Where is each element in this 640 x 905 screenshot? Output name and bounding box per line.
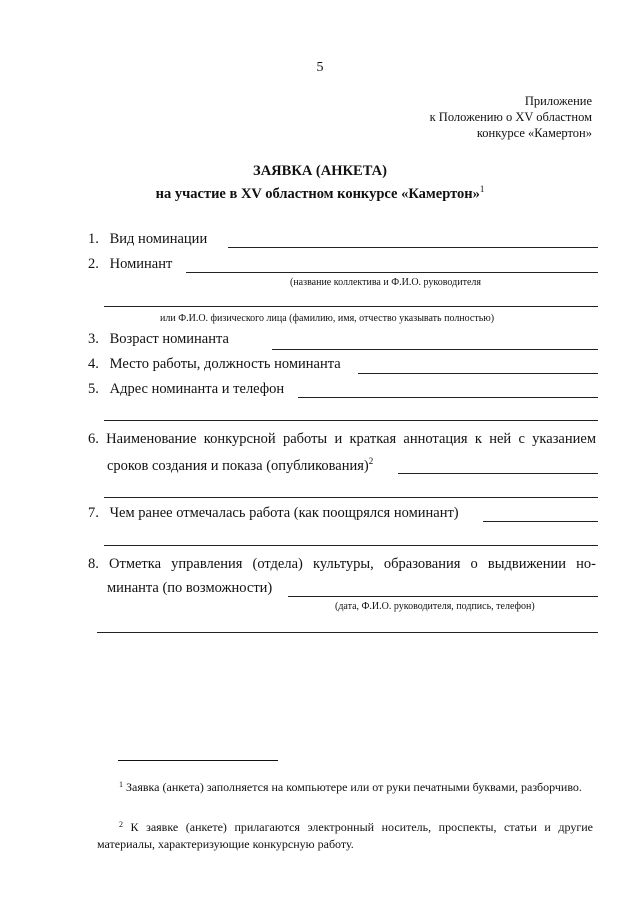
item-1-label: Вид номинации: [109, 231, 208, 247]
work-title-field[interactable]: [398, 473, 598, 474]
nominee-caption-2: или Ф.И.О. физического лица (фамилию, имя, отчество указывать полностью): [160, 313, 495, 324]
footnote-1-ref: 1: [119, 780, 123, 789]
item-8-number: 8.: [88, 556, 99, 572]
appendix-line-3: конкурсе «Камертон»: [476, 126, 592, 140]
item-2-number: 2.: [88, 256, 99, 272]
item-8-line-2: минанта (по возможности): [107, 580, 273, 596]
nominee-age-field[interactable]: [272, 349, 598, 350]
item-3: [88, 331, 229, 348]
endorsement-field-line-2[interactable]: [97, 632, 598, 633]
prior-awards-field[interactable]: [483, 521, 598, 522]
address-phone-field[interactable]: [298, 397, 598, 398]
form-subtitle-text: на участие в XV областном конкурсе «Камертон»: [155, 185, 480, 202]
address-phone-field-line-2[interactable]: [104, 420, 598, 421]
footnote-ref-1: 1: [479, 184, 485, 194]
nominee-field[interactable]: [186, 272, 598, 273]
footnote-1: [97, 776, 593, 796]
item-3-number: 3.: [88, 331, 99, 347]
page-number: 5: [316, 60, 324, 75]
footnote-2-text: К заявке (анкете) прилагаются электронный носитель, проспекты, статьи и другие материалы, характеризующие конкурсную работу.: [97, 820, 593, 851]
endorsement-field[interactable]: [288, 596, 598, 597]
item-1-number: 1.: [88, 231, 99, 247]
nominee-field-line-2[interactable]: [104, 306, 598, 307]
appendix-line-1: Приложение: [524, 94, 592, 108]
item-5-label: Адрес номинанта и телефон: [109, 381, 285, 397]
form-title: ЗАЯВКА (АНКЕТА): [253, 163, 387, 179]
footnote-1-text: Заявка (анкета) заполняется на компьютере или от руки печатными буквами, разборчиво.: [126, 780, 582, 794]
item-2: [88, 256, 172, 273]
footnote-separator: [118, 760, 278, 761]
footnote-2: [97, 816, 593, 853]
item-8-text-1: Отметка управления (отдела) культуры, образования о выдвижении но-: [109, 556, 596, 572]
item-4: [88, 356, 341, 373]
work-title-field-line-2[interactable]: [104, 497, 598, 498]
endorsement-caption: (дата, Ф.И.О. руководителя, подпись, телефон): [335, 601, 535, 612]
prior-awards-field-line-2[interactable]: [104, 545, 598, 546]
item-8-line-1: [88, 556, 596, 573]
item-4-label: Место работы, должность номинанта: [109, 356, 341, 372]
item-6-line-2: [107, 456, 373, 475]
item-6-text-1: Наименование конкурсной работы и краткая аннотация к ней с указанием: [106, 431, 596, 447]
item-6-line-1: [88, 431, 596, 448]
workplace-field[interactable]: [358, 373, 598, 374]
item-6-number: 6.: [88, 431, 99, 447]
nomination-type-field[interactable]: [228, 247, 598, 248]
item-7: [88, 505, 459, 522]
item-3-label: Возраст номинанта: [109, 331, 229, 347]
appendix-line-2: к Положению о XV областном: [429, 110, 592, 124]
item-5: [88, 381, 284, 398]
item-6-text-2: сроков создания и показа (опубликования): [107, 458, 369, 474]
appendix-note: [430, 93, 592, 141]
item-7-number: 7.: [88, 505, 99, 521]
item-7-label: Чем ранее отмечалась работа (как поощрялся номинант): [109, 505, 459, 521]
item-1: [88, 231, 207, 248]
footnote-ref-2: 2: [368, 456, 374, 466]
item-2-label: Номинант: [109, 256, 173, 272]
footnote-2-ref: 2: [119, 820, 123, 829]
nominee-caption-1: (название коллектива и Ф.И.О. руководителя: [290, 277, 481, 288]
item-4-number: 4.: [88, 356, 99, 372]
form-subtitle: [0, 184, 640, 203]
item-5-number: 5.: [88, 381, 99, 397]
